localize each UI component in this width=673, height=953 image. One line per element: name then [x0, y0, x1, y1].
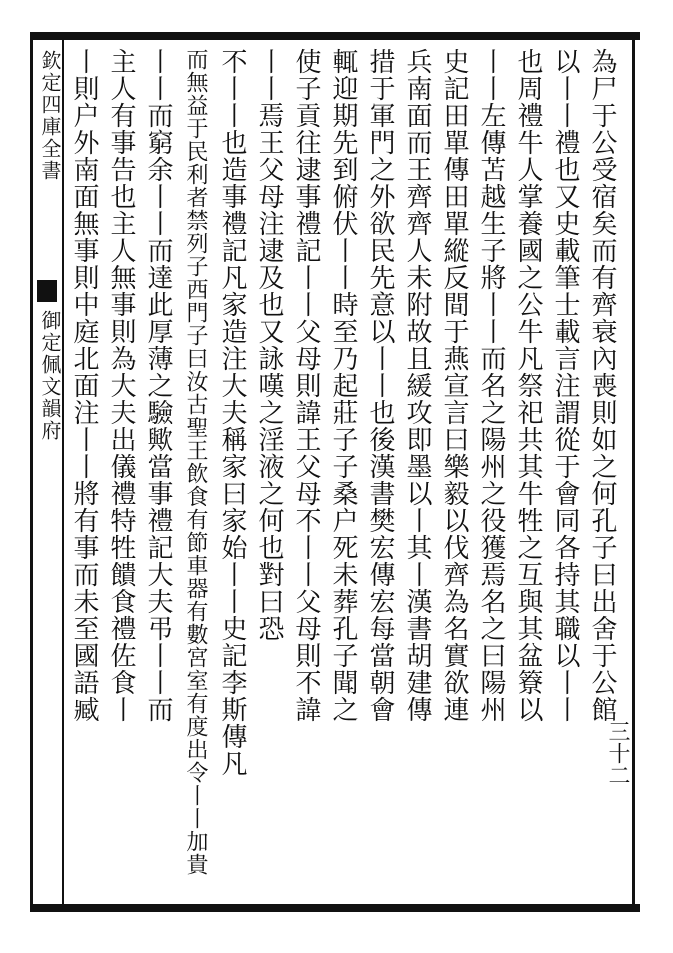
left-border: [30, 32, 33, 912]
text-column-14: 主人有事告也主人無事則為大夫出儀禮特牲饋食禮佐食丨: [106, 48, 136, 723]
text-column-9: 使子貢往逮事禮記丨丨父母則諱王父母不丨丨父母則不諱: [291, 48, 321, 723]
text-column-5: 史記田單傳田單縱反間于燕宣言曰樂毅以伐齊為名實欲連: [439, 48, 469, 723]
text-column-1: 為尸于公受宿矣而有齊衰內喪則如之何孔子曰出舍于公館: [587, 48, 617, 723]
text-column-11: 不丨丨也造事禮記凡家造注大夫稱家曰家始丨丨史記李斯傳凡: [217, 48, 247, 777]
text-column-10: 丨丨焉王父母注逮及也又詠嘆之淫液之何也對曰恐: [254, 48, 284, 642]
bottom-border: [30, 904, 640, 912]
volume-title: 御定佩文韻府: [38, 310, 62, 442]
book-title: 欽定四庫全書: [38, 50, 62, 182]
text-column-7: 措于軍門之外欲民先意以丨丨也後漢書樊宏傳宏每當朝會: [365, 48, 395, 723]
page-number: 三十二: [605, 720, 630, 786]
text-column-3: 也周禮牛人掌養國之公牛凡祭祀共其牛牲之互與其盆簝以: [513, 48, 543, 723]
text-column-8: 輒迎期先到俯伏丨丨時至乃起莊子子桑户死未葬孔子聞之: [328, 48, 358, 723]
text-column-12: 而無益于民利者禁列子西門子曰汝古聖王飲食有節車器有數宮室有度出令丨丨加貴: [183, 48, 208, 876]
text-column-6: 兵南面而王齊齊人未附故且緩攻即墨以丨其丨漢書胡建傳: [402, 48, 432, 723]
top-border: [30, 32, 640, 40]
text-column-13: 丨丨而窮余丨丨而達此厚薄之驗歟當事禮記大夫弔丨丨而: [143, 48, 173, 723]
text-column-15: 丨則户外南面無事則中庭北面注丨丨將有事而未至國語臧: [69, 48, 99, 723]
text-column-4: 丨丨左傳苫越生子將丨丨而名之陽州之役獲焉名之曰陽州: [476, 48, 506, 723]
text-column-2: 以丨丨禮也又史載筆士載言注謂從于會同各持其職以丨丨: [550, 48, 580, 723]
fishtail-mark: [37, 280, 57, 302]
